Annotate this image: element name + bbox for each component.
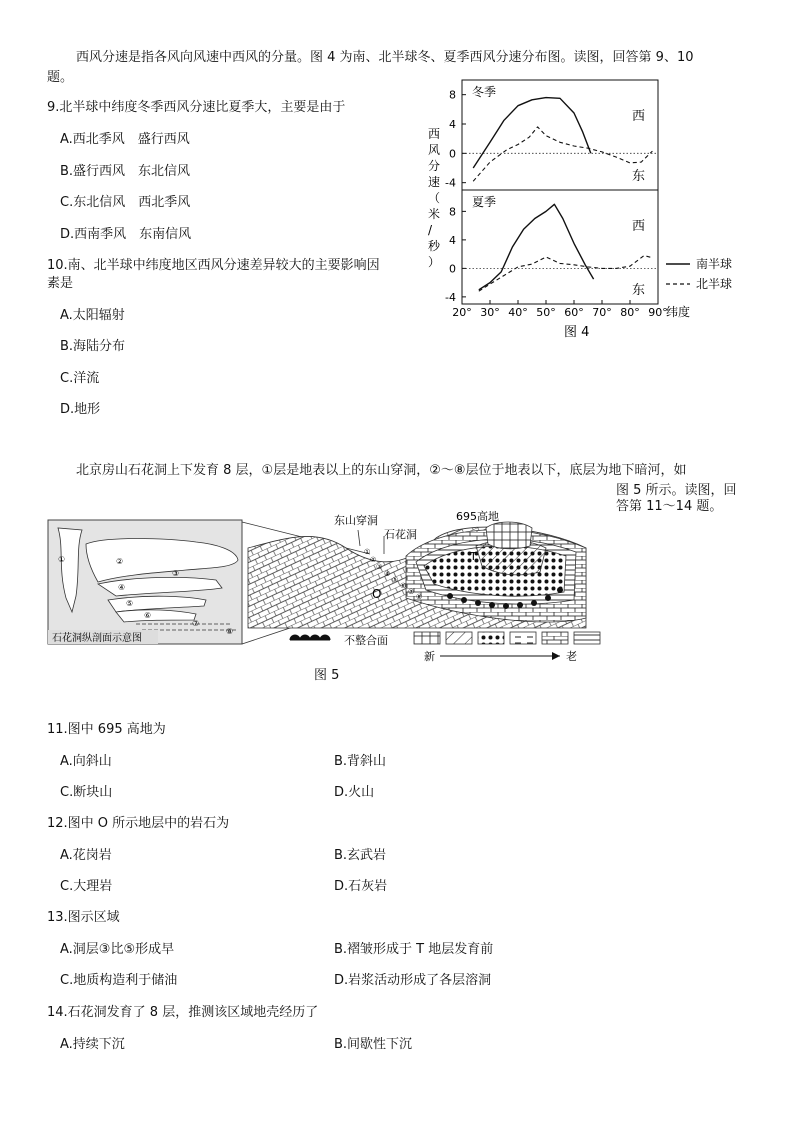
side-label-west: 西	[632, 219, 646, 234]
y-tick-label: 8	[449, 88, 456, 102]
q12-option-c[interactable]: C.大理岩	[60, 879, 113, 894]
q11-option-d[interactable]: D.火山	[334, 785, 375, 800]
x-axis-label: 纬度	[666, 305, 691, 319]
inset-layer-5: ⑤	[126, 599, 134, 608]
geologic-cross-section	[248, 509, 586, 628]
legend-unconformity: 不整合面	[344, 634, 388, 647]
inset-layer-6: ⑥	[144, 611, 152, 620]
figure-4-chart	[420, 76, 750, 344]
legend-new: 新	[424, 650, 435, 663]
figure-5-diagram	[46, 508, 616, 688]
q13-option-b[interactable]: B.褶皱形成于 T 地层发育前	[334, 942, 494, 957]
q11-option-b[interactable]: B.背斜山	[334, 754, 387, 769]
inset-layer-1: ①	[58, 555, 66, 564]
y-axis-label-char: /	[428, 223, 433, 237]
x-tick-label: 30°	[480, 306, 500, 319]
inset-layer-8: ⑧	[226, 627, 234, 636]
y-axis-label-char: 秒	[428, 239, 441, 253]
q14-option-b[interactable]: B.间歇性下沉	[334, 1037, 413, 1052]
legend-south-label: 南半球	[696, 257, 733, 271]
section-layer-5: ⑤	[392, 576, 399, 584]
inset-layer-3: ③	[172, 569, 180, 578]
section-layer-2: ②	[370, 556, 377, 564]
q14-option-a[interactable]: A.持续下沉	[60, 1037, 125, 1052]
intro-1-line-1: 西风分速是指各风向风速中西风的分量。图 4 为南、北半球冬、夏季西风分速分布图。读图，回答第 9、10	[76, 50, 694, 65]
inset-cave-section	[48, 520, 242, 644]
q9-option-d[interactable]: D.西南季风 东南信风	[60, 227, 192, 242]
x-tick-label: 50°	[536, 306, 556, 319]
q10-option-a[interactable]: A.太阳辐射	[60, 308, 125, 323]
y-tick-label: 4	[449, 118, 456, 131]
q10-stem-line-1: 10.南、北半球中纬度地区西风分速差异较大的主要影响因	[47, 258, 380, 273]
x-tick-label: 90°	[648, 306, 668, 319]
series-south-line	[473, 98, 591, 168]
q14-stem: 14.石花洞发育了 8 层，推测该区域地壳经历了	[47, 1005, 319, 1020]
y-tick-label: 8	[449, 205, 456, 219]
intro-2-line-2: 图 5 所示。读图，回	[616, 483, 737, 498]
y-tick-label: 0	[449, 147, 456, 161]
q10-option-b[interactable]: B.海陆分布	[60, 339, 126, 354]
legend-old: 老	[566, 650, 577, 663]
x-tick-label: 80°	[620, 306, 640, 319]
side-label-east: 东	[632, 169, 646, 184]
figure-5-legend	[290, 632, 600, 663]
label-T-stratum: T	[470, 550, 477, 563]
x-tick-label: 20°	[452, 306, 472, 319]
q9-stem: 9.北半球中纬度冬季西风分速比夏季大，主要是由于	[47, 100, 346, 115]
y-tick-label: 0	[449, 262, 456, 276]
q13-option-a[interactable]: A.洞层③比⑤形成早	[60, 942, 175, 957]
section-layer-1: ①	[364, 548, 371, 556]
intro-1-line-2: 题。	[47, 70, 74, 85]
y-axis-label-char: 西	[428, 127, 441, 141]
q11-stem: 11.图中 695 高地为	[47, 722, 166, 737]
y-tick-label: 4	[449, 233, 456, 247]
figure-4-y-axis-label	[428, 127, 441, 269]
panel-title: 冬季	[472, 85, 497, 99]
y-axis-label-char: 分	[428, 159, 441, 173]
x-tick-label: 40°	[508, 306, 528, 319]
label-shihua-cave: 石花洞	[384, 528, 417, 541]
q13-option-d[interactable]: D.岩浆活动形成了各层溶洞	[334, 973, 492, 988]
q10-option-d[interactable]: D.地形	[60, 402, 101, 417]
legend-north-label: 北半球	[696, 277, 733, 291]
q10-option-c[interactable]: C.洋流	[60, 371, 100, 386]
inset-layer-2: ②	[116, 557, 124, 566]
section-layer-3: ③	[376, 563, 383, 571]
label-695-highland: 695高地	[456, 510, 499, 523]
winter-panel	[445, 80, 658, 190]
q9-option-a[interactable]: A.西北季风 盛行西风	[60, 132, 190, 147]
section-layer-8: ⑧	[416, 593, 423, 601]
section-layer-6: ⑥	[400, 582, 407, 590]
panel-title: 夏季	[472, 195, 497, 209]
section-layer-4: ④	[384, 570, 391, 578]
x-tick-label: 60°	[564, 306, 584, 319]
q9-option-c[interactable]: C.东北信风 西北季风	[60, 195, 191, 210]
chart-legend	[666, 256, 732, 291]
q9-option-b[interactable]: B.盛行西风 东北信风	[60, 164, 191, 179]
q12-option-a[interactable]: A.花岗岩	[60, 848, 112, 863]
q11-option-c[interactable]: C.断块山	[60, 785, 113, 800]
q13-option-c[interactable]: C.地质构造利于储油	[60, 973, 178, 988]
x-axis-ticks	[452, 300, 690, 319]
y-axis-label-char: ）	[428, 255, 441, 269]
inset-layer-7: ⑦	[192, 619, 200, 628]
y-tick-label: -4	[445, 290, 456, 304]
q12-option-d[interactable]: D.石灰岩	[334, 879, 388, 894]
label-dongshan-cave: 东山穿洞	[334, 514, 378, 527]
q12-option-b[interactable]: B.玄武岩	[334, 848, 387, 863]
q13-stem: 13.图示区域	[47, 910, 120, 925]
y-tick-label: -4	[445, 176, 456, 190]
q10-stem-line-2: 素是	[47, 276, 74, 291]
y-axis-label-char: 风	[428, 143, 441, 157]
y-axis-label-char: （	[428, 191, 441, 205]
inset-title: 石花洞纵剖面示意图	[52, 633, 142, 644]
series-north-line	[479, 256, 653, 292]
y-axis-label-char: 速	[428, 175, 441, 189]
label-O-stratum: O	[372, 587, 382, 601]
x-tick-label: 70°	[592, 306, 612, 319]
series-south-line	[479, 204, 594, 289]
section-layer-7: ⑦	[408, 588, 415, 596]
intro-2-line-3: 答第 11～14 题。	[616, 499, 723, 514]
summer-panel	[445, 190, 658, 304]
q12-stem: 12.图中 O 所示地层中的岩石为	[47, 816, 230, 831]
intro-2-line-1: 北京房山石花洞上下发育 8 层，①层是地表以上的东山穿洞，②～⑧层位于地表以下，底层为地下暗河，如	[76, 463, 687, 478]
figure-5-caption: 图 5	[314, 668, 340, 683]
figure-4-caption: 图 4	[564, 325, 590, 340]
y-axis-label-char: 米	[428, 207, 441, 221]
inset-layer-4: ④	[118, 583, 126, 592]
series-north-line	[473, 127, 652, 181]
q11-option-a[interactable]: A.向斜山	[60, 754, 112, 769]
side-label-west: 西	[632, 109, 646, 124]
side-label-east: 东	[632, 283, 646, 298]
